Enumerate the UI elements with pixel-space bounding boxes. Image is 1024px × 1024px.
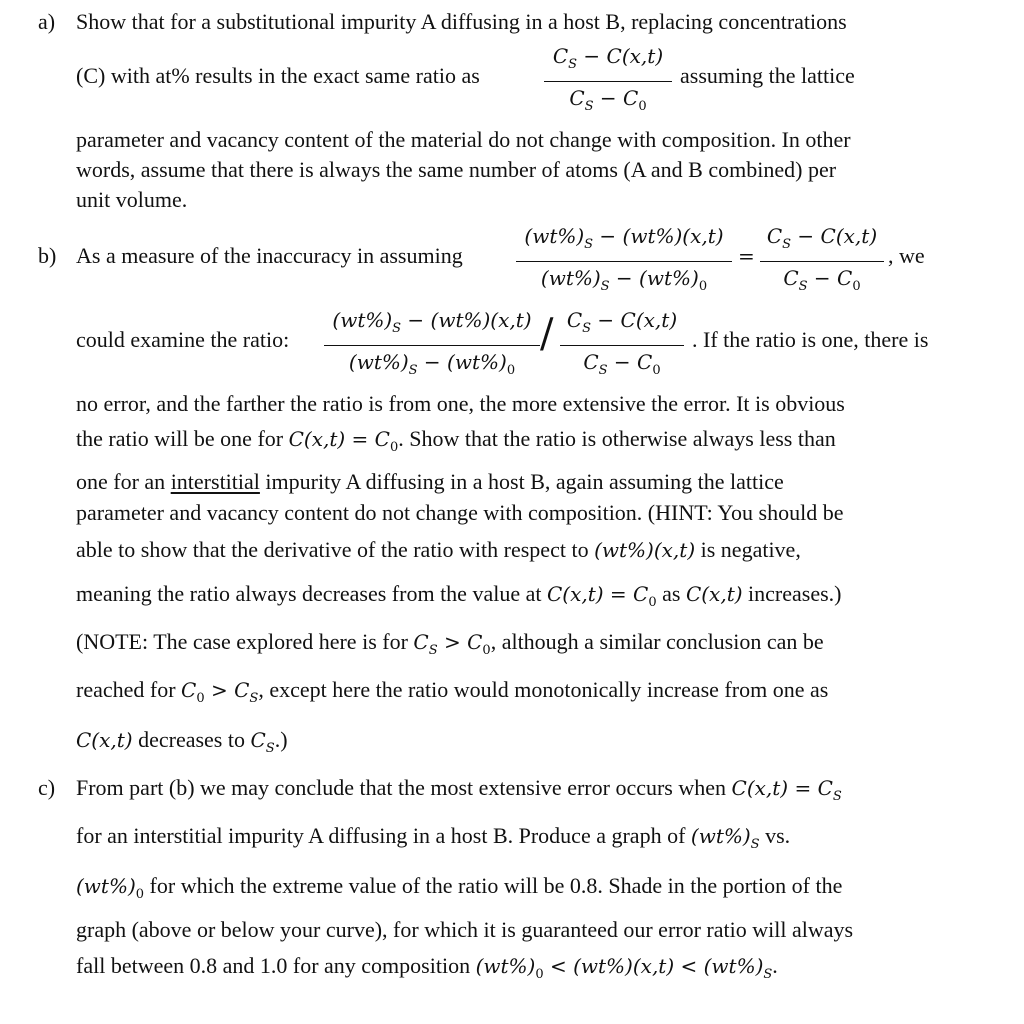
part-b-line-11: C(x,t) decreases to $C_S$.) <box>76 727 288 756</box>
part-b-line-10: reached for $C_0 > C_S$, except here the ratio would monotonically increase from one as <box>76 677 829 706</box>
part-b-line-1a: As a measure of the inaccuracy in assuming <box>76 243 463 268</box>
part-a-line-2b: assuming the lattice <box>680 63 855 88</box>
part-a-line-2a: (C) with at% results in the exact same ratio as <box>76 63 480 88</box>
part-a-line-1: Show that for a substitutional impurity A diffusing in a host B, replacing concentrations <box>76 9 847 34</box>
part-b-line-5: one for an interstitial impurity A diffusing in a host B, again assuming the lattice <box>76 469 784 494</box>
part-b-line-2a: could examine the ratio: <box>76 327 290 352</box>
part-b-line-6: parameter and vacancy content do not change with composition. (HINT: You should be <box>76 500 844 525</box>
part-a-line-4: words, assume that there is always the same number of atoms (A and B combined) per <box>76 157 837 182</box>
part-c-line-1: From part (b) we may conclude that the most extensive error occurs when $C(x,t) = C_S$ <box>76 775 842 804</box>
part-c-label: c) <box>38 775 56 800</box>
part-c-line-5: fall between 0.8 and 1.0 for any composition $(wt\%)_0 < (wt\%)(x,t) < (wt\%)_S$. <box>76 953 778 982</box>
division-slash: / <box>540 311 554 357</box>
part-a-line-5: unit volume. <box>76 187 188 212</box>
part-c-line-4: graph (above or below your curve), for which it is guaranteed our error ratio will always <box>76 917 854 942</box>
conc-fraction-1: $C_S - C(x,t)$ $C_S - C_0$ <box>760 222 884 301</box>
part-b-label: b) <box>38 243 57 268</box>
ratio-fraction-a: $C_S - C(x,t)$ $C_S - C_0$ <box>544 42 672 121</box>
part-b-line-1c: , we <box>888 243 925 268</box>
part-b-line-9: (NOTE: The case explored here is for $C_S > C_0$, although a similar conclusion can be <box>76 629 824 658</box>
part-a-line-3: parameter and vacancy content of the material do not change with composition. In other <box>76 127 851 152</box>
part-b-line-7: able to show that the derivative of the ratio with respect to (wt%)(x,t) is negative, <box>76 537 801 562</box>
conc-fraction-2: $C_S - C(x,t)$ $C_S - C_0$ <box>560 306 684 385</box>
part-b-line-2c: . If the ratio is one, there is <box>692 327 929 352</box>
wt-percent-fraction-2: $(wt\%)_S - (wt\%)(x,t)$ $(wt\%)_S - (wt\%)_0$ <box>324 306 540 385</box>
part-a-label: a) <box>38 9 56 34</box>
part-c-line-3: $(wt\%)_0$ for which the extreme value of the ratio will be 0.8. Shade in the portion of the <box>76 873 843 902</box>
equals-sign: = <box>738 244 755 268</box>
part-b-line-4: the ratio will be one for $C(x,t) = C_0$. Show that the ratio is otherwise always less than <box>76 426 836 455</box>
part-b-line-8: meaning the ratio always decreases from the value at $C(x,t) = C_0$ as C(x,t) increases.) <box>76 581 842 610</box>
interstitial-underlined: interstitial <box>170 469 260 494</box>
part-c-line-2: for an interstitial impurity A diffusing in a host B. Produce a graph of $(wt\%)_S$ vs. <box>76 823 791 852</box>
wt-percent-fraction-1: $(wt\%)_S - (wt\%)(x,t)$ $(wt\%)_S - (wt\%)_0$ <box>516 222 732 301</box>
part-b-line-3: no error, and the farther the ratio is from one, the more extensive the error. It is obvious <box>76 391 845 416</box>
